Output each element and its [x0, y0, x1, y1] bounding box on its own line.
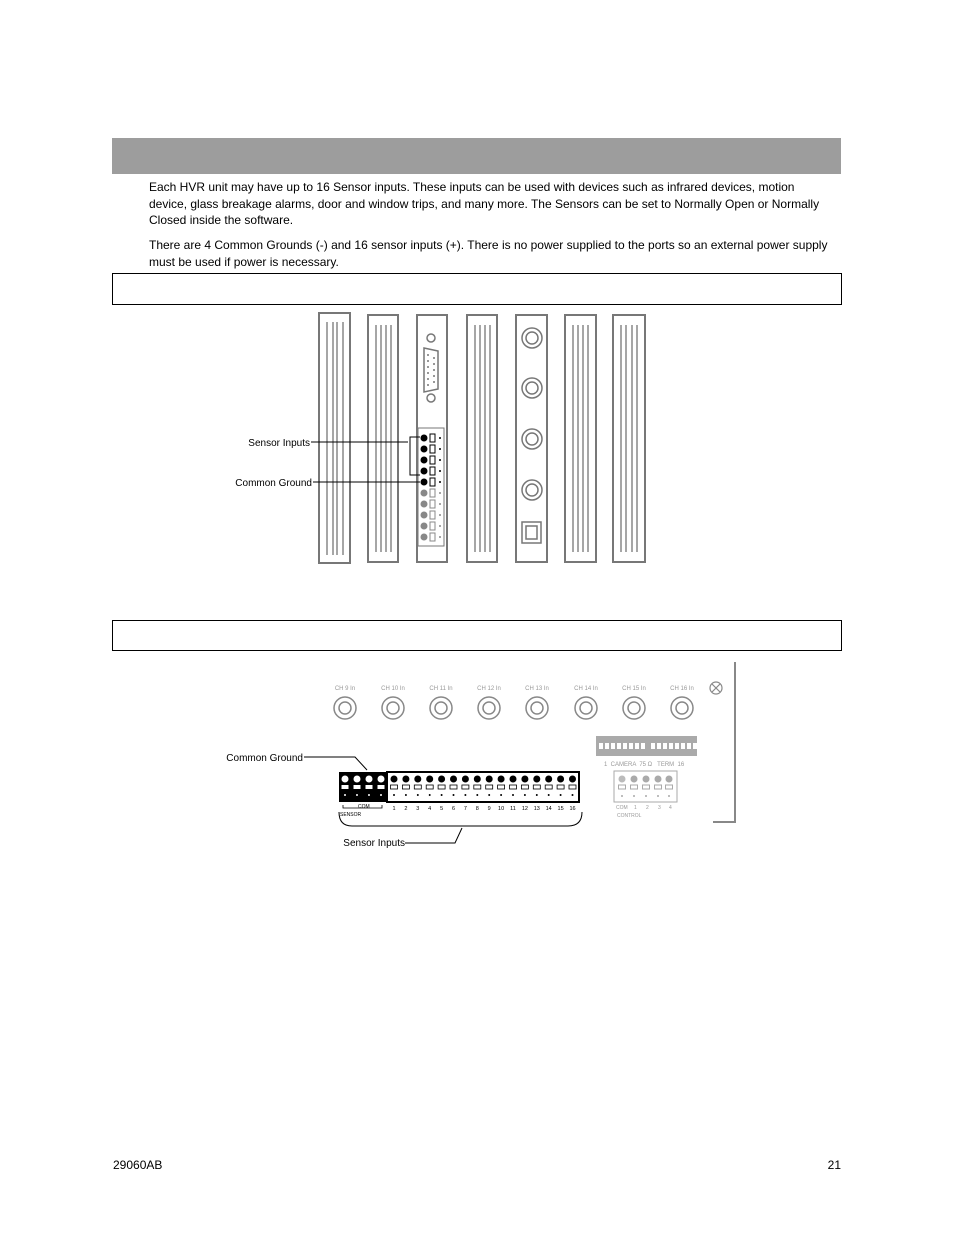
- sensor-terminal: [450, 776, 457, 783]
- slot-panels: [319, 313, 645, 563]
- sensor-terminal: [438, 776, 445, 783]
- sensor-terminal-dot: [560, 794, 562, 796]
- bnc-connector-inner: [435, 702, 447, 714]
- com-terminal: [366, 776, 373, 783]
- bnc-connector: [623, 697, 645, 719]
- bnc-connector-inner: [580, 702, 592, 714]
- control-terminal-block: [614, 771, 677, 819]
- sensor-terminal-slot: [557, 785, 564, 789]
- control-terminal-dot: [645, 795, 647, 797]
- channel-label: CH 10 In: [381, 686, 405, 692]
- terminal-number: 9: [487, 806, 491, 812]
- sensor-terminal-dot: [464, 794, 466, 796]
- terminal-number: 5: [440, 806, 444, 812]
- sensor-terminal-dot: [548, 794, 550, 796]
- sensor-bracket: [339, 812, 582, 826]
- control-terminal-slot: [631, 785, 638, 789]
- dip-key: [693, 743, 697, 749]
- terminal-number: 8: [475, 806, 479, 812]
- sensor-terminal: [498, 776, 505, 783]
- terminal-number: 11: [510, 806, 516, 812]
- sensor-terminal-dot: [405, 794, 407, 796]
- bnc-connector-inner: [339, 702, 351, 714]
- sensor-terminal: [486, 776, 493, 783]
- control-terminal-slot: [643, 785, 650, 789]
- com-label: COM: [358, 804, 370, 810]
- slot-panel: [467, 315, 497, 562]
- sensor-terminal-dot: [488, 794, 490, 796]
- dip-key: [617, 743, 621, 749]
- com-terminal-slot: [378, 785, 385, 789]
- control-number: 1: [634, 805, 637, 811]
- sensor-terminal-dot: [393, 794, 395, 796]
- control-terminal-dot: [657, 795, 659, 797]
- channel-labels: [335, 686, 694, 692]
- serial-port-pins: [427, 354, 435, 386]
- com-terminal: [354, 776, 361, 783]
- sensor-terminal: [462, 776, 469, 783]
- sensor-terminal: [414, 776, 421, 783]
- channel-label: CH 16 In: [670, 686, 694, 692]
- terminal-number: 3: [416, 806, 420, 812]
- bnc-connector: [526, 697, 548, 719]
- sensor-terminal: [391, 776, 398, 783]
- slot-grooves: [327, 322, 637, 555]
- paragraph-sensor-overview: Each HVR unit may have up to 16 Sensor inputs. These inputs can be used with devices such as infrared devices, motion device, glass breakage alarms, door and window trips, and many more. The Sensors can be set to Normally Open or Normally Closed inside the software.: [149, 180, 820, 227]
- bnc-connector: [334, 697, 356, 719]
- control-number: 4: [669, 805, 672, 811]
- sensor-terminal-slot: [426, 785, 433, 789]
- com-terminal-dot: [356, 794, 358, 796]
- sensor-terminal-dot: [476, 794, 478, 796]
- sensor-terminal-slot: [486, 785, 493, 789]
- sensor-terminal-slot: [462, 785, 469, 789]
- figure2-label-common-ground: Common Ground: [226, 753, 303, 764]
- sensor-terminal-dot: [500, 794, 502, 796]
- sensor-terminal-strip: [339, 772, 582, 826]
- camera-term-label: 1 CAMERA 75 Ω TERM 16: [604, 762, 685, 768]
- bnc-connector: [478, 697, 500, 719]
- paragraph-grounds-note: There are 4 Common Grounds (-) and 16 sensor inputs (+). There is no power supplied to the ports so an external power supply must be used if power is necessary.: [149, 238, 828, 269]
- channel-label: CH 9 In: [334, 686, 356, 692]
- terminal-number: 12: [521, 806, 528, 812]
- com-terminal-dot: [368, 794, 370, 796]
- sensor-terminal: [533, 776, 540, 783]
- sensor-terminal-slot: [450, 785, 457, 789]
- dip-key: [599, 743, 603, 749]
- dip-key: [605, 743, 609, 749]
- sensor-terminal: [510, 776, 517, 783]
- slot-panel: [613, 315, 645, 562]
- sensor-terminal-slot: [569, 785, 576, 789]
- figure1-card-slots: [0, 305, 954, 575]
- channel-label: CH 15 In: [622, 686, 646, 692]
- terminal-number: 1: [392, 806, 396, 812]
- terminal-number: 13: [533, 806, 540, 812]
- figure2-label-sensor-inputs: Sensor Inputs: [343, 838, 405, 849]
- control-terminal-slot: [666, 785, 673, 789]
- com-terminal-slot: [342, 785, 349, 789]
- dip-key: [687, 743, 691, 749]
- sensor-terminal: [557, 776, 564, 783]
- control-terminal-slot: [619, 785, 626, 789]
- terminal-number: 10: [498, 806, 505, 812]
- sensor-terminal-dot: [441, 794, 443, 796]
- sensor-terminal-slot: [414, 785, 421, 789]
- sensor-terminal-slot: [474, 785, 481, 789]
- dip-key: [663, 743, 667, 749]
- sensor-terminal: [545, 776, 552, 783]
- sensor-terminal-slot: [545, 785, 552, 789]
- bnc-connector: [430, 697, 452, 719]
- channel-bnc-connectors: [334, 697, 693, 719]
- sensor-terminal-dot: [429, 794, 431, 796]
- dip-switch: [596, 736, 697, 756]
- sensor-terminal-slot: [402, 785, 409, 789]
- terminal-number: 4: [428, 806, 432, 812]
- footer-doc-number: 29060AB: [113, 1158, 163, 1172]
- bnc-connector-inner: [628, 702, 640, 714]
- bnc-connector: [382, 697, 404, 719]
- sensor-terminal-dot: [536, 794, 538, 796]
- bnc-connector-inner: [387, 702, 399, 714]
- sensor-terminals-black: [421, 434, 442, 486]
- sensor-terminal: [569, 776, 576, 783]
- sensor-terminal-dot: [524, 794, 526, 796]
- figure2-caption-box: [112, 620, 842, 651]
- sensor-terminal: [474, 776, 481, 783]
- sensor-label: SENSOR: [340, 812, 362, 818]
- com-terminal-slot: [366, 785, 373, 789]
- bnc-connector: [671, 697, 693, 719]
- sensor-terminal-slot: [521, 785, 528, 789]
- sensor-terminal-slot: [391, 785, 398, 789]
- panel-edge: [713, 662, 735, 822]
- terminal-numbers: [392, 806, 575, 812]
- com-terminal-dot: [344, 794, 346, 796]
- dip-key: [635, 743, 639, 749]
- control-terminal-dot: [621, 795, 623, 797]
- sensor-terminal-dot: [512, 794, 514, 796]
- panel-screw: [710, 682, 722, 694]
- bnc-connector-inner: [483, 702, 495, 714]
- terminal-number: 2: [404, 806, 408, 812]
- bnc-connector-inner: [531, 702, 543, 714]
- sensor-terminals-grey: [421, 489, 442, 541]
- dip-key: [657, 743, 661, 749]
- dip-key: [623, 743, 627, 749]
- channel-label: CH 14 In: [574, 686, 598, 692]
- dip-key: [629, 743, 633, 749]
- figure1-label-common-ground: Common Ground: [235, 478, 312, 489]
- slot-panel: [368, 315, 398, 562]
- sensor-terminal-slot: [533, 785, 540, 789]
- terminal-number: 16: [569, 806, 576, 812]
- control-terminal-dot: [633, 795, 635, 797]
- control-number: 3: [658, 805, 661, 811]
- control-terminal-slot: [655, 785, 662, 789]
- control-com-label: COM: [616, 805, 628, 811]
- figure1-caption-box: [112, 273, 842, 305]
- channel-label: CH 12 In: [477, 686, 501, 692]
- sensor-terminal: [426, 776, 433, 783]
- com-terminal: [342, 776, 349, 783]
- dip-key: [681, 743, 685, 749]
- control-terminal: [631, 776, 638, 783]
- com-terminal-slot: [354, 785, 361, 789]
- bnc-connector-inner: [676, 702, 688, 714]
- footer-page-number: 21: [827, 1158, 841, 1172]
- dip-key: [641, 743, 645, 749]
- control-terminal: [643, 776, 650, 783]
- sensor-terminal-dot: [453, 794, 455, 796]
- dip-key: [651, 743, 655, 749]
- slot-panel: [565, 315, 596, 562]
- bnc-connector: [575, 697, 597, 719]
- com-terminal: [378, 776, 385, 783]
- control-terminal-dot: [668, 795, 670, 797]
- terminal-number: 6: [451, 806, 456, 812]
- sensor-terminal-dot: [572, 794, 574, 796]
- control-terminal: [655, 776, 662, 783]
- bnc-connectors: [522, 328, 542, 543]
- control-terminal: [666, 776, 673, 783]
- control-label: CONTROL: [617, 813, 642, 819]
- figure2-rear-panel: [0, 655, 954, 855]
- sensor-terminal-dot: [417, 794, 419, 796]
- terminal-number: 7: [463, 806, 467, 812]
- terminal-number: 14: [545, 806, 552, 812]
- terminal-number: 15: [557, 806, 564, 812]
- sensor-terminal-slot: [510, 785, 517, 789]
- dip-key: [611, 743, 615, 749]
- channel-label: CH 11 In: [429, 686, 453, 692]
- serial-port-connector: [424, 334, 438, 402]
- com-terminal-dot: [380, 794, 382, 796]
- sensor-terminal-slot: [438, 785, 445, 789]
- figure1-label-sensor-inputs: Sensor Inputs: [248, 438, 310, 449]
- sensor-terminal: [402, 776, 409, 783]
- dip-key: [675, 743, 679, 749]
- slot-panel: [319, 313, 350, 563]
- sensor-terminal: [521, 776, 528, 783]
- channel-label: CH 13 In: [525, 686, 549, 692]
- dip-key: [669, 743, 673, 749]
- sensor-terminal-slot: [498, 785, 505, 789]
- section-header-bar: [112, 138, 841, 174]
- control-terminal: [619, 776, 626, 783]
- control-number: 2: [646, 805, 649, 811]
